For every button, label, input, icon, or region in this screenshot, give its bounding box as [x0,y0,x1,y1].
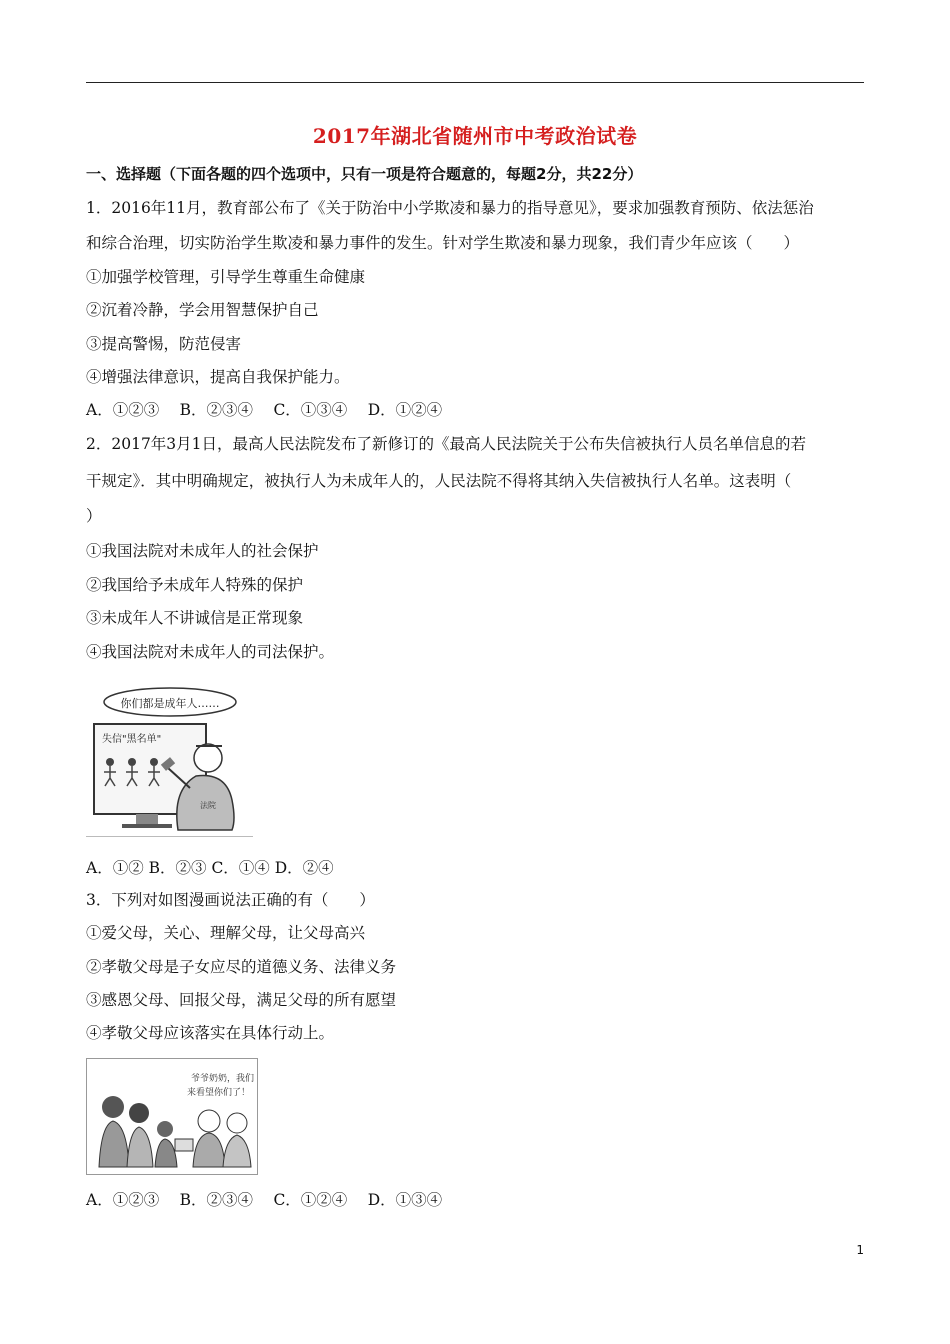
q1-option-2: ②沉着冷静，学会用智慧保护自己 [86,301,319,319]
q3-option-3: ③感恩父母、回报父母，满足父母的所有愿望 [86,991,397,1009]
q2-option-1: ①我国法院对未成年人的社会保护 [86,542,319,560]
page-title: 2017年湖北省随州市中考政治试卷 [312,124,638,148]
q1-stem-line2: 和综合治理，切实防治学生欺凌和暴力事件的发生。针对学生欺凌和暴力现象，我们青少年应该（ ） [86,234,800,252]
svg-text:法院: 法院 [200,801,216,810]
q3-stem: 3．下列对如图漫画说法正确的有（ ） [86,891,375,909]
q3-option-4: ④孝敬父母应该落实在具体行动上。 [86,1024,335,1042]
q2-option-4: ④我国法院对未成年人的司法保护。 [86,643,335,661]
q1-answers: A．①②③ B．②③④ C．①③④ D．①②④ [86,401,443,419]
q2-cartoon [86,680,253,837]
cartoon-judge-image [86,680,253,836]
header-rule [86,82,864,83]
q2-stem-line2: 干规定》．其中明确规定，被执行人为未成年人的，人民法院不得将其纳入失信被执行人名单。这表明（ [86,472,792,490]
q1-option-1: ①加强学校管理，引导学生尊重生命健康 [86,268,366,286]
q1-option-4: ④增强法律意识，提高自我保护能力。 [86,368,350,386]
q2-cartoon-board: 失信"黑名单" [102,734,162,745]
q3-cartoon-caption-line1: 爷爷奶奶，我们 [191,1074,255,1084]
section-heading: 一、选择题（下面各题的四个选项中，只有一项是符合题意的，每题2分，共22分） [86,165,643,183]
q2-answers: A．①② B．②③ C．①④ D．②④ [86,859,334,877]
q3-cartoon [86,1058,258,1175]
q3-answers: A．①②③ B．②③④ C．①②④ D．①③④ [86,1191,443,1209]
cartoon-family-image [87,1059,257,1174]
q3-option-2: ②孝敬父母是子女应尽的道德义务、法律义务 [86,958,397,976]
q2-stem-line3: ） [86,507,102,525]
q2-option-3: ③未成年人不讲诚信是正常现象 [86,609,304,627]
q3-cartoon-caption-line2: 来看望你们了！ [187,1088,251,1098]
q2-option-2: ②我国给予未成年人特殊的保护 [86,576,304,594]
q2-stem-line1: 2．2017年3月1日，最高人民法院发布了新修订的《最高人民法院关于公布失信被执行人员名单信息的若 [86,435,807,453]
q3-option-1: ①爱父母，关心、理解父母，让父母高兴 [86,924,366,942]
q1-option-3: ③提高警惕，防范侵害 [86,335,242,353]
q2-cartoon-caption: 你们都是成年人…… [120,697,220,710]
q1-stem-line1: 1．2016年11月，教育部公布了《关于防治中小学欺凌和暴力的指导意见》，要求加强教育预防、依法惩治 [86,199,814,217]
page-number: 1 [856,1243,864,1257]
